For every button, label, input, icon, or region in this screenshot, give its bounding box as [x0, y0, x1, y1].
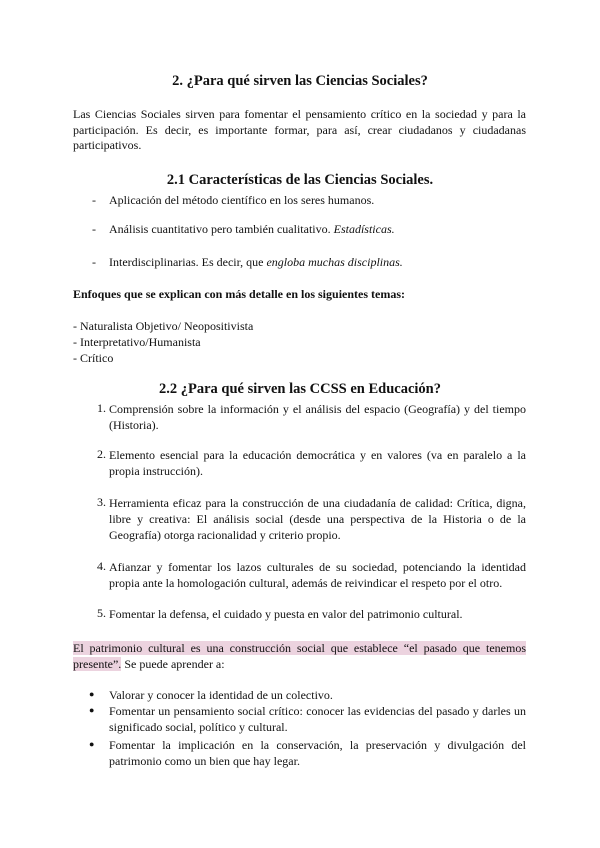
intro-paragraph: Las Ciencias Sociales sirven para fomentar el pensamiento crítico en la sociedad y para la participación. Es decir, es importante formar, para así, crear ciudadanos y ciudadanas participativos. — [73, 107, 526, 152]
characteristic-item: Interdisciplinarias. Es decir, que engloba muchas disciplinas. — [109, 255, 403, 269]
enfoque-item: - Crítico — [73, 351, 114, 365]
education-item: Afianzar y fomentar los lazos culturales de su sociedad, potenciando la identidad propia ante la homologación cultural, además de reivindicar el respeto por el otro. — [109, 560, 526, 590]
patrimonio-item: Fomentar la implicación en la conservación, la preservación y divulgación del patrimonio como un bien que hay legar. — [109, 738, 526, 768]
highlighted-text: El patrimonio cultural es una construcción social que establece “el pasado que tenemos presente”. — [73, 641, 526, 671]
education-item: Herramienta eficaz para la construcción de una ciudadanía de calidad: Crítica, digna, libre y creativa: El análisis social (desde una perspectiva de la Historia o de la Geografía) otorga racionalidad y criterio propio. — [109, 496, 526, 542]
list-number: 1. — [97, 401, 106, 415]
subsection-title-education: 2.2 ¿Para qué sirven las CCSS en Educación? — [159, 381, 441, 397]
characteristic-item: Aplicación del método científico en los seres humanos. — [109, 193, 375, 207]
dash-marker: - — [92, 222, 96, 236]
list-number: 2. — [97, 447, 106, 461]
patrimonio-item: Fomentar un pensamiento social crítico: conocer las evidencias del pasado y darles un significado social, político y cultural. — [109, 704, 526, 734]
education-item: Elemento esencial para la educación democrática y en valores (va en paralelo a la propia instrucción). — [109, 448, 526, 478]
education-item: Comprensión sobre la información y el análisis del espacio (Geografía) y del tiempo (Historia). — [109, 402, 526, 432]
enfoque-item: - Interpretativo/Humanista — [73, 335, 201, 349]
enfoques-title: Enfoques que se explican con más detalle en los siguientes temas: — [73, 287, 406, 301]
enfoque-item: - Naturalista Objetivo/ Neopositivista — [73, 319, 254, 333]
patrimonio-paragraph: El patrimonio cultural es una construcción social que establece “el pasado que tenemos presente”. Se puede aprender a: — [73, 641, 526, 671]
list-number: 4. — [97, 559, 106, 573]
dash-marker: - — [92, 193, 96, 207]
subsection-title-characteristics: 2.1 Características de las Ciencias Sociales. — [166, 172, 434, 188]
dash-marker: - — [92, 255, 96, 269]
patrimonio-item: Valorar y conocer la identidad de un colectivo. — [109, 688, 333, 702]
education-item: Fomentar la defensa, el cuidado y puesta en valor del patrimonio cultural. — [109, 607, 463, 621]
section-heading: 2. ¿Para qué sirven las Ciencias Sociales? — [172, 73, 428, 89]
characteristic-item: Análisis cuantitativo pero también cualitativo. Estadísticas. — [109, 222, 395, 236]
bullet-icon: ● — [89, 705, 95, 715]
bullet-icon: ● — [89, 689, 95, 699]
list-number: 5. — [97, 606, 106, 620]
list-number: 3. — [97, 495, 106, 509]
bullet-icon: ● — [89, 739, 95, 749]
